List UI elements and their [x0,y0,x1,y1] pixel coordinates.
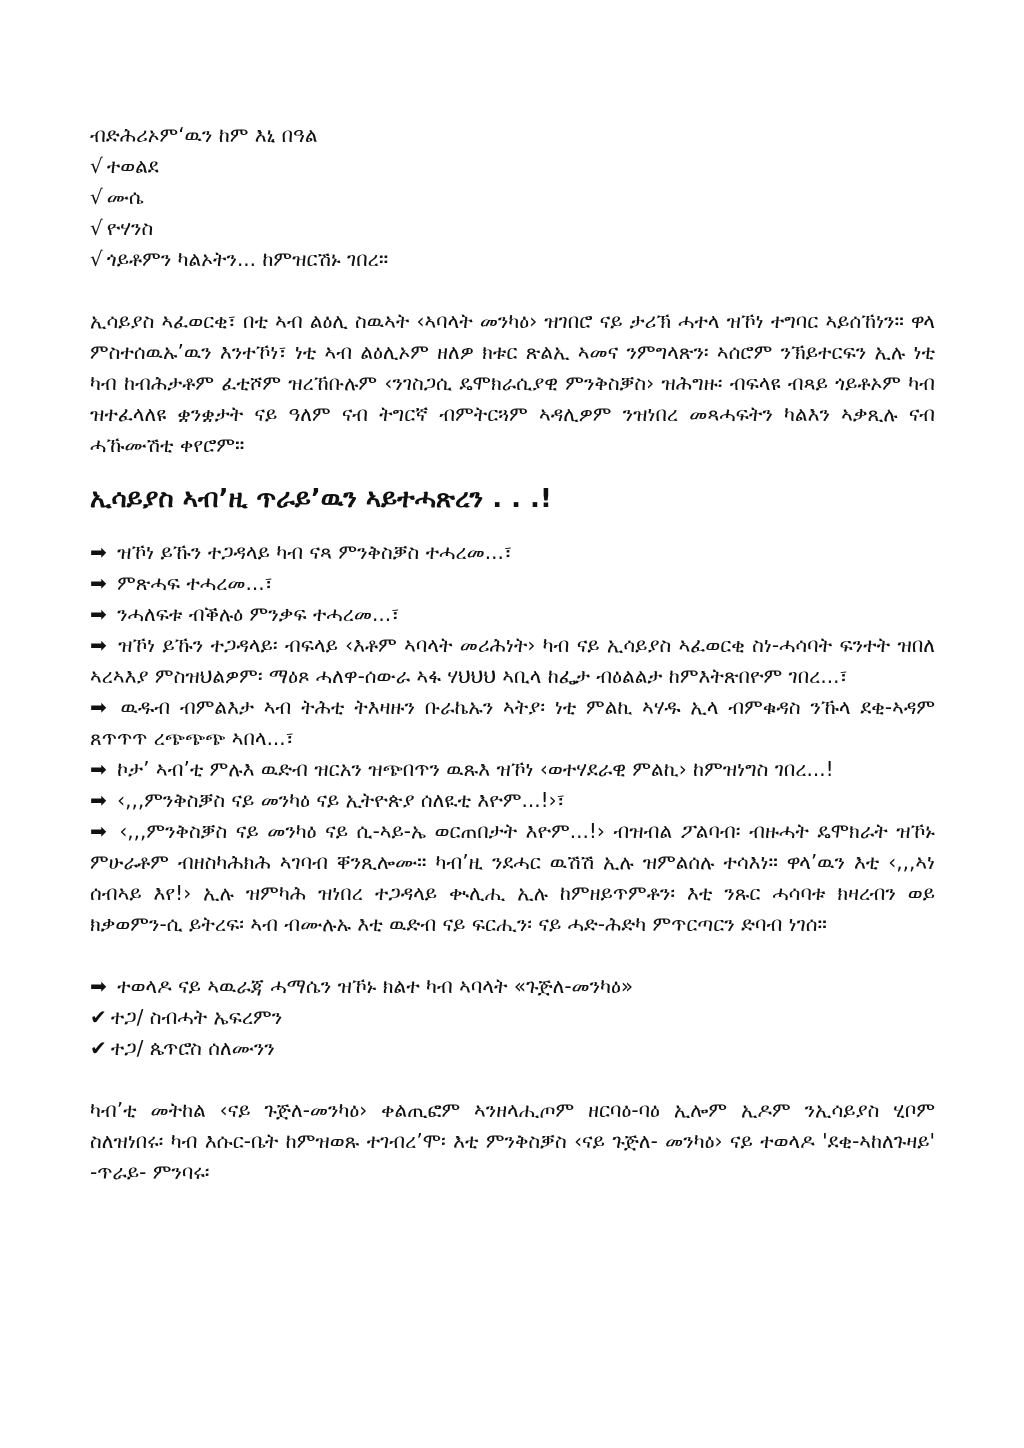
check-mark-icon: ✔ [90,1005,107,1029]
name-item-4 [90,244,935,275]
arrow-item-text: ዝኾነ ይኹን ተጋዳላይ፡ ብፍላይ ‹እቶም ኣባላት መሪሕነት› ካብ ናይ ኢሳይያስ ኣፈወርቂ ስነ-ሓሳባት ፍንተት ዝበለ ኣረኣእያ ምስዝህልዎም፡ ማዕጾ ሓለዋ-ሰውራ ኣፋ ሃህህህ ኣቢላ ከፌታ ብዕልልታ ከምእትጽበዮም ገበረ...፣ [90,633,935,688]
right-arrow-icon: ➡ [90,757,107,781]
arrow-item-text: ኮታ’ ኣብ’ቲ ምሉእ ዉድብ ዝርአን ዝጭበጥን ዉጹእ ዝኾነ ‹ወተሃደራዊ ምልኪ› ከምዝነግስ ገበረ...! [117,757,834,781]
memorial-arrow-line [90,971,935,1002]
check-mark-icon: √ [90,185,103,209]
arrow-item-text: ዝኾነ ይኹን ተጋዳላይ ካብ ናጻ ምንቅስቓስ ተሓረመ...፣ [117,540,513,564]
arrow-item-2 [90,568,935,599]
spacer [90,940,935,971]
right-arrow-icon: ➡ [90,540,107,564]
memorial-text: ተወላዶ ናይ ኣዉራጃ ሓማሴን ዝኾኑ ክልተ ካብ ኣባላት «ጉጅለ-መንካዕ» [117,974,634,998]
name-text: ሙሴ [106,185,144,209]
name-item-3 [90,213,935,244]
memorial-name-text: ተጋ/ ጴጥሮስ ሰለሙንን [110,1036,275,1060]
spacer [90,275,935,306]
check-mark-icon: √ [90,216,103,240]
right-arrow-icon: ➡ [90,695,107,719]
right-arrow-icon: ➡ [90,974,107,998]
name-text: ጎይቶምን ካልኦትን... ከምዝርሽኑ ገበረ። [106,247,389,271]
right-arrow-icon: ➡ [90,571,107,595]
arrow-item-text: ንሓለፍቱ ብቕሉዕ ምንቃፍ ተሓረመ...፣ [117,602,400,626]
spacer [90,519,935,537]
section-heading: ኢሳይያስ ኣብ’ዚ ጥራይ’ዉን ኣይተሓጽረን . . .! [90,484,552,514]
arrow-item-text: ዉዱብ ብምልእታ ኣብ ትሕቲ ትእዛዙን ቡራኬኡን ኣትያ፡ ነቲ ምልኪ ኣሃዱ ኢላ ብምቁዳስ ንኹላ ደቂ-ኣዳም ጸጥጥጥ ረጭጭጭ ኣበላ...፣ [90,695,935,750]
check-mark-icon: √ [90,154,103,178]
memorial-name-text: ተጋ/ ስብሓት ኤፍረምን [110,1005,283,1029]
spacer [90,461,935,479]
arrow-item-8 [90,816,935,940]
arrow-item-text: ምጽሓፍ ተሓረመ...፣ [117,571,273,595]
memorial-name-2 [90,1033,935,1064]
name-text: ዮሃንስ [106,216,154,240]
intro-title-line: ብድሕሪኦም‘ዉን ከም እኒ በዓል [90,123,318,147]
arrow-item-text: ‹,,,ምንቅስቓስ ናይ መንካዕ ናይ ሲ-ኣይ-ኤ ወርጠበታት እዮም...!› ብዝብል ፖልባብ፡ ብዙሓት ዴሞክራት ዝኾኑ ምሁራቶም ብዘስካሕክሕ ኣገባብ ቐንጺሎሙ። ካብ’ዚ ንደሓር ዉሽሽ ኢሉ ዝምልሰሉ ተሳእነ። ዋላ’ዉን እቲ ‹,,,ኣነ ሰብኣይ እየ!› ኢሉ ዝምካሕ ዝነበረ ተጋዳላይ ቊሊሒ ኢሉ ከምዘይጥምቶን፡ እቲ ንጹር ሓሳባቱ ክዛረብን ወይ ክቃወምን-ሲ ይትረፍ፡ ኣብ ብሙሉኡ እቲ ዉድብ ናይ ፍርሒን፡ ናይ ሓድ-ሕድካ ምጥርጣርን ድባብ ነገሰ። [90,819,935,936]
memorial-name-1 [90,1002,935,1033]
name-item-2 [90,182,935,213]
check-mark-icon: √ [90,247,103,271]
arrow-item-3 [90,599,935,630]
name-item-1 [90,151,935,182]
name-text: ተወልደ [106,154,159,178]
check-mark-icon: ✔ [90,1036,107,1060]
right-arrow-icon: ➡ [90,788,107,812]
arrow-item-4 [90,630,935,692]
paragraph-1: ኢሳይያስ ኣፈወርቂ፣ በቲ ኣብ ልዕሊ ስዉኣት ‹ኣባላት መንካዕ› ዝገበሮ ናይ ታሪኽ ሓተላ ዝኾነ ተግባር ኣይሰኸነን። ዋላ ምስተሰዉኡ’ዉን እንተኾነ፣ ነቲ ኣብ ልዕሊኦም ዘለዎ ክቱር ጽልኢ ኣመና ንምግላጽን፡ ኣሰሮም ንኽይተርፍን ኢሉ ነቲ ካብ ከብሕታቶም ፈቲሾም ዝረኸቡሉም ‹ንገስጋሲ ዴሞክራሲያዊ ምንቅስቓስ› ዝሕግዙ፡ ብፍላዩ ብጻይ ጎይቶኦም ካብ ዝተፈላለዩ ቋንቋታት ናይ ዓለም ናብ ትግርኛ ብምትርጓም ኣዳሊዎም ንዝነበረ መጻሓፍትን ካልእን ኣቃጺሉ ናብ ሓኹሙሽቲ ቀየሮም። [90,309,935,457]
arrow-item-5 [90,692,935,754]
right-arrow-icon: ➡ [90,633,107,657]
document-page [90,120,935,1188]
right-arrow-icon: ➡ [90,602,107,626]
spacer [90,1064,935,1095]
arrow-item-7 [90,785,935,816]
arrow-item-6 [90,754,935,785]
right-arrow-icon: ➡ [90,819,107,843]
arrow-item-text: ‹,,,ምንቅስቓስ ናይ መንካዕ ናይ ኢትዮጵያ ሰለዪቲ እዮም...!›፣ [117,788,565,812]
arrow-item-1 [90,537,935,568]
paragraph-2: ካብ’ቲ መትከል ‹ናይ ጉጅለ-መንካዕ› ቀልጢፎም ኣንዘላሒጦም ዘርባዕ-ባዕ ኢሎም ኢዶም ንኢሳይያስ ሂቦም ስለዝነበሩ፡ ካብ እሱር-ቤት ከምዝወጹ ተገብረ’ሞ፡ እቲ ምንቅስቓስ ‹ናይ ጉጅለ- መንካዕ› ናይ ተወላዶ 'ደቂ-ኣከለጉዛይ' -ጥራይ- ምንባሩ፡ [90,1098,935,1184]
